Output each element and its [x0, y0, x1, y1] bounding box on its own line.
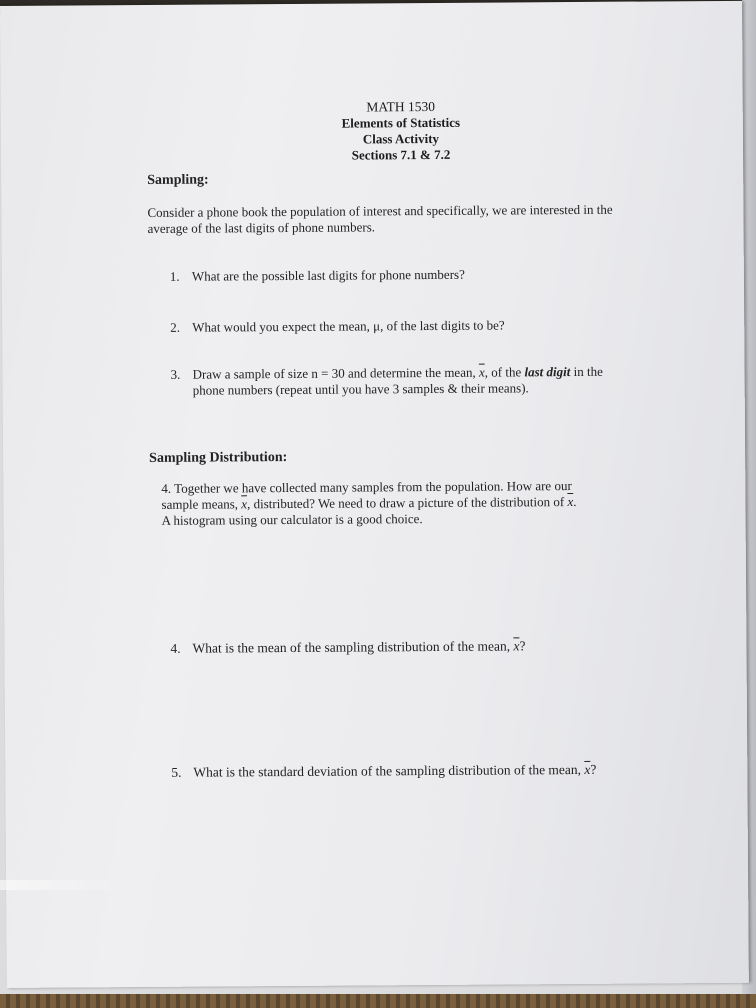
question-text-line-1: Together we have collected many samples from the population. How are our	[174, 478, 572, 496]
emphasis-last-digit: last digit	[524, 364, 571, 380]
table-edge	[0, 994, 756, 1008]
intro-line-1: Consider a phone book the population of interest and specifically, we are interested in the	[147, 201, 613, 220]
question-text-b: , of the	[484, 364, 522, 380]
question-number: 1.	[169, 268, 180, 284]
x-bar-symbol: $\overline{x}$	[567, 494, 574, 510]
x-bar-symbol: $\overline{x}$	[478, 364, 485, 380]
course-number: MATH 1530	[366, 98, 436, 115]
question-number: 3.	[170, 366, 181, 382]
worksheet-page	[0, 1, 749, 988]
question-4b: 4. What is the mean of the sampling distribution of the mean, $\overline{x}$?	[170, 638, 526, 656]
question-text-c: in the	[573, 363, 603, 380]
question-1	[170, 267, 465, 285]
question-text-line-2: phone numbers (repeat until you have 3 samples & their means).	[192, 380, 529, 398]
sampling-distribution-heading: Sampling Distribution:	[149, 450, 288, 466]
question-2	[170, 317, 504, 335]
x-bar-symbol: $\overline{x}$	[584, 761, 591, 777]
course-title: Elements of Statistics	[341, 114, 461, 131]
question-number: 4.	[170, 640, 181, 656]
question-text: What are the possible last digits for phone numbers?	[191, 266, 465, 284]
worksheet-header	[301, 99, 501, 164]
intro-line-2: average of the last digits of phone numbers.	[147, 219, 376, 236]
question-3	[171, 364, 603, 399]
question-number: 5.	[171, 764, 182, 780]
question-text-line-3: A histogram using our calculator is a good choice.	[161, 511, 423, 528]
question-number: 4.	[161, 480, 172, 496]
light-glare	[0, 880, 120, 890]
question-text-line-2a: sample means,	[161, 496, 239, 512]
question-text: What would you expect the mean, μ, of the last digits to be?	[192, 317, 505, 335]
x-bar-symbol: $\overline{x}$	[513, 638, 520, 654]
question-text-line-2b: , distributed? We need to draw a picture of the distribution of	[247, 494, 565, 512]
question-text: What is the mean of the sampling distribution of the mean,	[192, 638, 511, 656]
question-text: What is the standard deviation of the sampling distribution of the mean,	[193, 761, 582, 780]
x-bar-symbol: $\overline{x}$	[241, 496, 248, 512]
sections-label: Sections 7.1 & 7.2	[351, 146, 451, 163]
question-4a: 4. Together we have collected many samples from the population. How are our sample means, $\overline{x}$, distributed? We need to draw a picture of the distribution of $\overline{x}$. A histogram using our calculator is a good choice.	[161, 478, 577, 528]
question-5: 5. What is the standard deviation of the sampling distribution of the mean, $\overline{x}$?	[171, 761, 597, 780]
activity-title: Class Activity	[362, 130, 440, 147]
question-number: 2.	[170, 319, 181, 335]
question-text-a: Draw a sample of size n = 30 and determine the mean,	[192, 364, 476, 382]
sampling-heading: Sampling:	[147, 172, 209, 188]
sampling-intro	[147, 202, 612, 237]
